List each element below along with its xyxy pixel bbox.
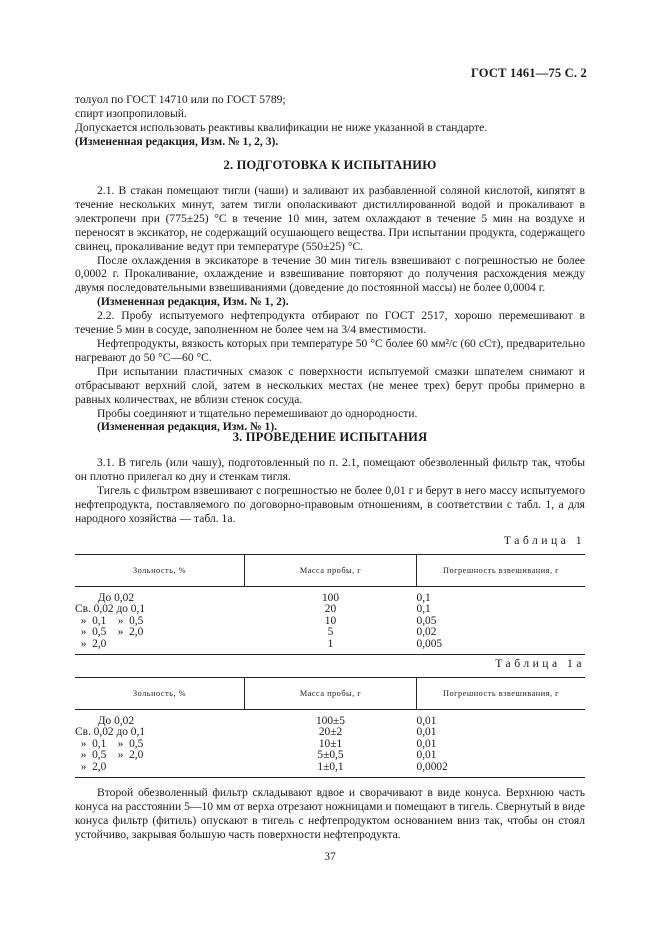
error-cell: 0,1 [416, 603, 431, 616]
table-row [75, 710, 585, 728]
paragraph: Тигель с фильтром взвешивают с погрешностью не более 0,01 г и берут в него массу испытуемого нефтепродукта, поставляемого по договорно-правовым отношениям, в соответствии с табл. 1, а для народного хозяйства — табл. 1а. [75, 483, 585, 525]
table-row [75, 587, 585, 605]
intro-line: спирт изопропиловый. [75, 106, 187, 120]
paragraph: Пробы соединяют и тщательно перемешивают до однородности. [97, 406, 418, 420]
paragraph: 3.1. В тигель (или чашу), подготовленный по п. 2.1, помещают обезволенный фильтр так, чтобы он плотно прилегал ко дну и стенкам тигля. [75, 456, 585, 483]
paragraph: 2.2. Пробу испытуемого нефтепродукта отбирают по ГОСТ 2517, хорошо перемешивают в течение 5 мин в сосуде, заполненном не более чем на 3/4 вместимости. [75, 309, 585, 337]
ash-cell: » 2,0 [75, 762, 245, 778]
mass-cell: 5±0,5 [317, 749, 344, 762]
ash-cell: До 0,02 [75, 592, 135, 604]
section-3-continued [75, 786, 585, 842]
error-cell: 0,05 [416, 614, 437, 627]
ash-cell: » 0,1 » 0,5 [75, 614, 144, 627]
error-cell: 0,01 [416, 715, 437, 727]
table-1 [75, 554, 585, 655]
mass-cell: 10±1 [318, 737, 343, 750]
column-header: Масса пробы, г [245, 555, 417, 587]
section-3 [75, 430, 585, 526]
intro-block [75, 93, 585, 149]
table-caption: Таблица 1 [503, 534, 585, 547]
amendment-note: (Измененная редакция, Изм. № 1). [97, 420, 278, 434]
mass-cell: 20±2 [318, 726, 343, 739]
paragraph: После охлаждения в эксикаторе в течение 30 мин тигель взвешивают с погрешностью не более 0,0002 г. Прокаливание, охлаждение и взвешивание повторяют до получения расхождения между двумя последовательными взвешиваниями (доведение до постоянной массы) не более 0,0004 г. [75, 253, 585, 295]
intro-line: Допускается использовать реактивы квалификации не ниже указанной в стандарте. [75, 120, 488, 134]
error-cell: 0,01 [416, 737, 437, 750]
column-header: Масса пробы, г [245, 678, 417, 710]
mass-cell: 10 [324, 614, 337, 627]
column-header: Зольность, % [75, 555, 245, 587]
paragraph: Второй обезволенный фильтр складывают вдвое и сворачивают в виде конуса. Верхнюю часть конуса на расстоянии 5—10 мм от верха отрезают ножницами и помещают в тигель. Свернутый в виде конуса фильтр (фитиль) опускают в тигель с нефтепродуктом основанием вниз так, чтобы он стоял устойчиво, закрывая большую часть поверхности нефтепродукта. [75, 786, 585, 841]
mass-cell: 100 [321, 592, 340, 604]
paragraph: Нефтепродукты, вязкость которых при температуре 50 °С более 60 мм²/с (60 сСт), предварительно нагревают до 50 °С—60 °С. [75, 336, 585, 364]
ash-cell: » 0,5 » 2,0 [75, 626, 144, 639]
column-header: Погрешность взвешивания, г [417, 678, 586, 710]
paragraph: 2.1. В стакан помещают тигли (чаши) и заливают их разбавленной соляной кислотой, кипятят в течение нескольких минут, затем тигли ополаскивают дистиллированной водой и прокаливают в электропечи при (775±25) °С в течение 10 мин, затем охлаждают в течение 5 мин на воздухе и переносят в эксикатор, не содержащий осушающего вещества. При испытании продукта, содержащего свинец, прокаливание ведут при температуре (550±25) °С. [75, 184, 585, 253]
error-cell: 0,02 [416, 626, 437, 639]
page-header: ГОСТ 1461—75 С. 2 [470, 66, 587, 80]
mass-cell: 100±5 [315, 715, 346, 727]
ash-cell: Св. 0,02 до 0,1 [75, 726, 146, 739]
ash-cell: До 0,02 [75, 715, 135, 727]
table-row [75, 762, 585, 778]
intro-line: толуол по ГОСТ 14710 или по ГОСТ 5789; [75, 93, 286, 106]
column-header: Зольность, % [75, 678, 245, 710]
amendment-note: (Измененная редакция, Изм. № 1, 2). [97, 295, 289, 309]
mass-cell: 20 [324, 603, 337, 616]
page-number: 37 [324, 850, 336, 863]
mass-cell: 1 [245, 639, 417, 655]
paragraph: При испытании пластичных смазок с поверхности испытуемой смазки шпателем снимают и отбрасывают верхний слой, затем в нескольких местах (не менее трех) берут пробы примерно в равных количествах, не вблизи стенок сосуда. [75, 364, 585, 406]
section-title: 3. ПРОВЕДЕНИЕ ИСПЫТАНИЯ [232, 430, 428, 444]
section-2 [75, 158, 585, 434]
ash-cell: » 0,1 » 0,5 [75, 737, 144, 750]
table-1a [75, 677, 585, 778]
table-row [75, 750, 585, 761]
table-row [75, 639, 585, 655]
table-row [75, 627, 585, 638]
error-cell: 0,1 [416, 592, 431, 604]
ash-cell: » 2,0 [75, 639, 245, 655]
table-1a-block [75, 657, 585, 778]
mass-cell: 1±0,1 [245, 762, 417, 778]
column-header: Погрешность взвешивания, г [417, 555, 586, 587]
error-cell: 0,0002 [417, 762, 586, 778]
section-title: 2. ПОДГОТОВКА К ИСПЫТАНИЮ [223, 158, 437, 172]
error-cell: 0,01 [416, 726, 437, 739]
ash-cell: » 0,5 » 2,0 [75, 749, 144, 762]
error-cell: 0,005 [417, 639, 586, 655]
error-cell: 0,01 [416, 749, 437, 762]
ash-cell: Св. 0,02 до 0,1 [75, 603, 146, 616]
mass-cell: 5 [327, 626, 334, 639]
table-1-block [75, 534, 585, 655]
table-caption: Таблица 1а [495, 657, 585, 670]
amendment-note: (Измененная редакция, Изм. № 1, 2, 3). [75, 134, 279, 148]
